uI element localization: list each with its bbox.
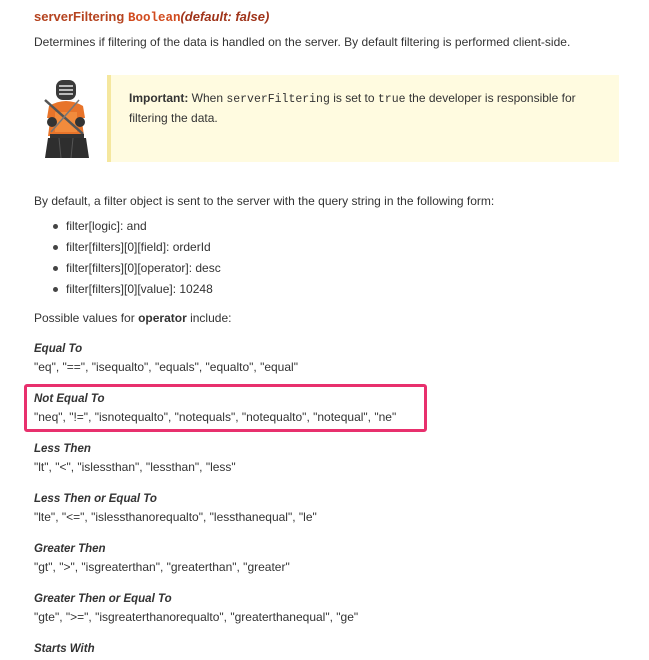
operator-keyword: operator <box>138 311 187 325</box>
operator-title: Greater Then <box>34 543 106 555</box>
operator-values: "lte", "<=", "islessthanorequalto", "lessthanequal", "le" <box>34 510 317 524</box>
note-label: Important: <box>129 91 189 105</box>
note-code-serverfiltering: serverFiltering <box>226 93 330 106</box>
list-item: filter[filters][0][value]: 10248 <box>51 281 221 302</box>
operator-title: Less Then or Equal To <box>34 493 157 505</box>
operator-values: "gte", ">=", "isgreaterthanorequalto", "greaterthanequal", "ge" <box>34 610 359 624</box>
property-description: Determines if filtering of the data is handled on the server. By default filtering is performed client-side. <box>34 35 571 49</box>
operator-title: Starts With <box>34 643 95 655</box>
operator-values: "gt", ">", "isgreaterthan", "greaterthan", "greater" <box>34 560 290 574</box>
operator-values: "eq", "==", "isequalto", "equals", "equalto", "equal" <box>34 360 298 374</box>
filter-bullet-list <box>51 218 221 302</box>
operator-less-then-or-equal-to <box>34 491 317 525</box>
property-heading <box>34 9 269 25</box>
note-text-part: is set to <box>329 91 378 105</box>
operator-title: Equal To <box>34 343 83 355</box>
operator-starts-with <box>34 641 95 659</box>
list-item: filter[filters][0][field]: orderId <box>51 239 221 260</box>
list-item: filter[logic]: and <box>51 218 221 239</box>
operator-intro <box>34 311 231 325</box>
filter-intro: By default, a filter object is sent to the server with the query string in the following form: <box>34 194 495 208</box>
important-note-text <box>129 89 599 127</box>
property-name: serverFiltering <box>34 9 125 24</box>
highlight-box <box>24 384 427 432</box>
operator-title: Not Equal To <box>34 393 105 405</box>
list-item: filter[filters][0][operator]: desc <box>51 260 221 281</box>
operator-equal-to <box>34 341 298 375</box>
note-code-true: true <box>377 93 406 106</box>
operator-values: "neq", "!=", "isnotequalto", "notequals", "notequalto", "notequal", "ne" <box>34 410 397 424</box>
operator-intro-text: include: <box>186 311 232 325</box>
property-default: (default: false) <box>180 9 270 24</box>
important-note <box>107 75 619 162</box>
operator-intro-text: Possible values for <box>34 311 139 325</box>
operator-greater-then <box>34 541 290 575</box>
operator-title: Less Then <box>34 443 91 455</box>
ninja-mascot-icon <box>39 78 95 162</box>
property-type: Boolean <box>127 11 181 25</box>
operator-less-then <box>34 441 236 475</box>
operator-greater-then-or-equal-to <box>34 591 358 625</box>
note-text-part: the developer is responsible for filtering the data. <box>129 91 576 125</box>
note-text-part: When <box>188 91 227 105</box>
operator-values: "lt", "<", "islessthan", "lessthan", "less" <box>34 460 236 474</box>
operator-title: Greater Then or Equal To <box>34 593 172 605</box>
